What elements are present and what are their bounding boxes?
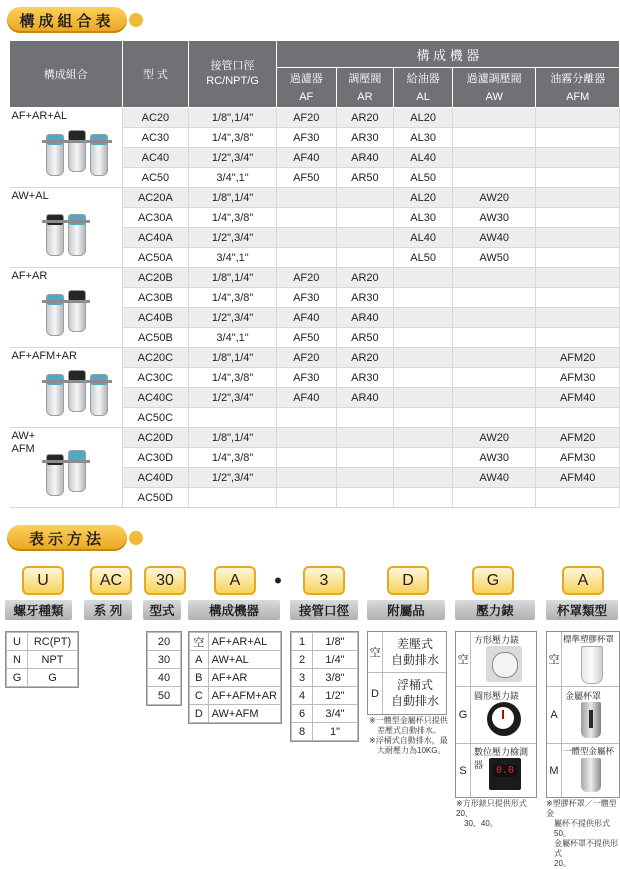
component-cell — [394, 468, 453, 488]
component-cell — [394, 268, 453, 288]
component-cell — [452, 268, 535, 288]
port-cell: 3/4",1" — [189, 168, 277, 188]
port-row — [292, 723, 358, 741]
component-cell — [276, 428, 336, 448]
model-value: 50 — [148, 687, 181, 705]
model-row — [148, 633, 181, 651]
port-table — [290, 631, 359, 742]
port-cell — [189, 408, 277, 428]
component-cell: AR20 — [336, 108, 394, 128]
component-cell — [536, 328, 620, 348]
component-cell: AR30 — [336, 368, 394, 388]
component-cell: AF40 — [276, 308, 336, 328]
component-cell — [394, 488, 453, 508]
component-cell: AF30 — [276, 368, 336, 388]
comp-value: AF+AFM+AR — [208, 687, 280, 705]
header-aw: 過濾調壓閥 AW — [452, 68, 535, 108]
acc-note: ※一體型金屬杯只提供 差壓式自動排水。 ※浮桶式自動排水，最 大耐壓力為10KG。 — [369, 716, 448, 755]
model-cell: AC20A — [122, 188, 189, 208]
component-cell — [394, 388, 453, 408]
gauge-key-2: G — [456, 687, 471, 744]
code-bowl: A — [562, 566, 604, 595]
thread-row — [7, 669, 78, 687]
model-cell: AC20C — [122, 348, 189, 368]
thread-key: N — [7, 651, 28, 669]
separator-dot: • — [274, 567, 282, 593]
combination-label: AW+ AFM — [11, 430, 36, 455]
square-gauge-icon — [486, 646, 522, 682]
model-cell: AC30 — [122, 128, 189, 148]
component-cell: AF50 — [276, 168, 336, 188]
comp-value: AW+AL — [208, 651, 280, 669]
table-row — [10, 188, 620, 208]
code-accessory: D — [387, 566, 429, 595]
component-cell: AF20 — [276, 268, 336, 288]
product-image — [40, 366, 110, 416]
port-row — [292, 687, 358, 705]
header-al: 給油器 AL — [394, 68, 453, 108]
component-cell — [394, 288, 453, 308]
header-bowl: 杯罩類型 — [546, 600, 618, 620]
component-cell — [276, 248, 336, 268]
comp-key: 空 — [190, 633, 209, 651]
combination-label: AF+AR+AL — [11, 110, 68, 122]
comp-value: AF+AR — [208, 669, 280, 687]
component-cell — [336, 408, 394, 428]
model-value: 20 — [148, 633, 181, 651]
component-cell — [536, 168, 620, 188]
header-afm: 油霧分離器 AFM — [536, 68, 620, 108]
model-row — [148, 669, 181, 687]
component-cell — [536, 248, 620, 268]
component-cell — [276, 468, 336, 488]
port-cell: 1/4",3/8" — [189, 448, 277, 468]
gauge-label-3: 數位壓力檢測器 — [474, 747, 529, 770]
port-cell: 1/4",3/8" — [189, 128, 277, 148]
bowl-key-2: A — [547, 687, 562, 744]
component-cell: AW30 — [452, 448, 535, 468]
port-value: 1" — [313, 723, 358, 741]
combination-cell — [10, 428, 123, 508]
model-cell: AC40D — [122, 468, 189, 488]
component-cell — [536, 108, 620, 128]
component-cell — [536, 288, 620, 308]
thread-value: NPT — [28, 651, 78, 669]
port-cell: 1/8",1/4" — [189, 108, 277, 128]
component-cell — [536, 408, 620, 428]
thread-value: RC(PT) — [28, 633, 78, 651]
combination-label: AW+AL — [11, 190, 49, 202]
component-cell — [452, 148, 535, 168]
component-cell — [452, 108, 535, 128]
component-cell: AR30 — [336, 288, 394, 308]
component-cell: AW40 — [452, 468, 535, 488]
comp-key: C — [190, 687, 209, 705]
thread-row — [7, 633, 78, 651]
combination-label: AF+AFM+AR — [11, 350, 77, 362]
header-port-size: 接管口徑 — [290, 600, 358, 620]
component-cell: AFM20 — [536, 348, 620, 368]
table-row — [10, 268, 620, 288]
comp-row — [190, 669, 281, 687]
thread-value: G — [28, 669, 78, 687]
component-cell: AFM20 — [536, 428, 620, 448]
port-key: 1 — [292, 633, 313, 651]
gauge-label-1: 方形壓力錶 — [474, 635, 520, 645]
port-cell: 1/8",1/4" — [189, 268, 277, 288]
component-cell — [536, 308, 620, 328]
header-thread: 螺牙種類 — [5, 600, 72, 620]
component-cell: AF40 — [276, 388, 336, 408]
comp-row — [190, 705, 281, 723]
component-cell: AFM40 — [536, 388, 620, 408]
component-cell — [336, 228, 394, 248]
component-cell — [452, 488, 535, 508]
component-cell: AR40 — [336, 388, 394, 408]
model-table — [146, 631, 182, 706]
port-cell: 1/2",3/4" — [189, 308, 277, 328]
product-image — [40, 446, 110, 496]
header-ar: 調壓閥 AR — [336, 68, 394, 108]
component-cell — [336, 468, 394, 488]
component-cell — [276, 448, 336, 468]
bowl-label-2: 金屬杯罩 — [565, 691, 602, 701]
port-cell: 1/2",3/4" — [189, 468, 277, 488]
component-cell: AL50 — [394, 248, 453, 268]
model-cell: AC30A — [122, 208, 189, 228]
header-combination: 構成組合 — [10, 41, 123, 108]
model-cell: AC20B — [122, 268, 189, 288]
code-series: AC — [90, 566, 132, 595]
model-cell: AC50A — [122, 248, 189, 268]
port-cell: 1/2",3/4" — [189, 228, 277, 248]
model-cell: AC40 — [122, 148, 189, 168]
component-cell: AF30 — [276, 288, 336, 308]
component-cell — [336, 428, 394, 448]
model-cell: AC50 — [122, 168, 189, 188]
model-cell: AC40B — [122, 308, 189, 328]
component-cell: AW20 — [452, 428, 535, 448]
component-cell: AW50 — [452, 248, 535, 268]
gauge-note: ※方形錶只提供形式20、 30、40。 — [456, 799, 527, 828]
thread-row — [7, 651, 78, 669]
port-value: 1/2" — [313, 687, 358, 705]
component-cell — [536, 228, 620, 248]
component-cell — [536, 488, 620, 508]
component-cell: AF50 — [276, 328, 336, 348]
port-key: 6 — [292, 705, 313, 723]
component-cell: AF20 — [276, 348, 336, 368]
section-title-combination: 構成組合表 — [7, 7, 127, 33]
acc-key-1: 空 — [368, 632, 383, 673]
section-title-notation: 表示方法 — [7, 525, 127, 551]
port-cell: 1/4",3/8" — [189, 208, 277, 228]
code-thread: U — [22, 566, 64, 595]
bowl-note: ※塑膠杯罩／一體型金 屬杯不提供形式50。 金屬杯罩不提供形式 20。 — [546, 799, 618, 868]
port-cell: 3/4",1" — [189, 248, 277, 268]
model-cell: AC40C — [122, 388, 189, 408]
model-cell: AC20D — [122, 428, 189, 448]
header-model-type: 型式 — [143, 600, 181, 620]
combination-cell — [10, 348, 123, 428]
model-cell: AC20 — [122, 108, 189, 128]
combination-table — [9, 40, 620, 508]
model-row — [148, 651, 181, 669]
port-cell: 1/8",1/4" — [189, 348, 277, 368]
component-cell: AL40 — [394, 228, 453, 248]
component-cell — [394, 368, 453, 388]
header-series: 系 列 — [84, 600, 132, 620]
component-cell: AR30 — [336, 128, 394, 148]
combination-cell — [10, 188, 123, 268]
component-cell — [452, 328, 535, 348]
component-cell: AF40 — [276, 148, 336, 168]
table-row — [10, 348, 620, 368]
component-cell: AFM30 — [536, 368, 620, 388]
model-row — [148, 687, 181, 705]
header-components: 構 成 機 器 — [276, 41, 619, 68]
header-comp: 構成機器 — [188, 600, 280, 620]
component-cell: AL20 — [394, 188, 453, 208]
acc-key-2: D — [368, 673, 383, 714]
thread-table — [5, 631, 79, 688]
component-cell — [394, 428, 453, 448]
comp-key: A — [190, 651, 209, 669]
code-gauge: G — [472, 566, 514, 595]
model-cell: AC30B — [122, 288, 189, 308]
port-value: 1/4" — [313, 651, 358, 669]
comp-key: D — [190, 705, 209, 723]
acc-desc-2: 浮桶式 自動排水 — [390, 678, 439, 708]
component-cell: AF20 — [276, 108, 336, 128]
port-key: 4 — [292, 687, 313, 705]
port-row — [292, 633, 358, 651]
port-cell: 1/4",3/8" — [189, 288, 277, 308]
component-cell — [276, 488, 336, 508]
component-cell — [336, 488, 394, 508]
port-cell — [189, 488, 277, 508]
code-model: 30 — [144, 566, 186, 595]
comp-row — [190, 651, 281, 669]
gauge-key-3: S — [456, 744, 471, 797]
component-cell — [394, 408, 453, 428]
port-value: 3/8" — [313, 669, 358, 687]
accessory-table — [367, 631, 447, 715]
port-row — [292, 669, 358, 687]
digital-gauge-icon — [489, 758, 521, 790]
plastic-bowl-icon — [581, 646, 603, 684]
port-cell: 3/4",1" — [189, 328, 277, 348]
component-cell — [394, 348, 453, 368]
port-row — [292, 651, 358, 669]
comp-value: AW+AFM — [208, 705, 280, 723]
port-cell: 1/8",1/4" — [189, 188, 277, 208]
comp-key: B — [190, 669, 209, 687]
thread-key: G — [7, 669, 28, 687]
component-cell — [394, 448, 453, 468]
port-key: 2 — [292, 651, 313, 669]
model-cell: AC50B — [122, 328, 189, 348]
product-image — [40, 206, 110, 256]
bowl-key-3: M — [547, 744, 562, 797]
port-cell: 1/8",1/4" — [189, 428, 277, 448]
component-cell — [452, 408, 535, 428]
port-row — [292, 705, 358, 723]
component-cell: AW30 — [452, 208, 535, 228]
bowl-table — [546, 631, 620, 798]
component-cell: AR40 — [336, 148, 394, 168]
model-cell: AC50D — [122, 488, 189, 508]
component-cell — [536, 128, 620, 148]
components-table — [188, 631, 282, 724]
code-port: 3 — [303, 566, 345, 595]
gauge-key-1: 空 — [456, 632, 471, 687]
round-gauge-icon — [487, 702, 521, 736]
port-value: 1/8" — [313, 633, 358, 651]
comp-value: AF+AR+AL — [208, 633, 280, 651]
component-cell: AL50 — [394, 168, 453, 188]
component-cell — [452, 368, 535, 388]
model-value: 40 — [148, 669, 181, 687]
integral-metal-bowl-icon — [581, 758, 601, 792]
component-cell: AR50 — [336, 328, 394, 348]
component-cell — [536, 148, 620, 168]
table-row — [10, 108, 620, 128]
component-cell: AL30 — [394, 128, 453, 148]
model-cell: AC30C — [122, 368, 189, 388]
component-cell — [394, 308, 453, 328]
port-cell: 1/2",3/4" — [189, 148, 277, 168]
component-cell — [336, 448, 394, 468]
component-cell — [276, 228, 336, 248]
lcd-display: 0.0 — [493, 765, 517, 777]
product-image — [40, 126, 110, 176]
component-cell: AL30 — [394, 208, 453, 228]
component-cell: AR50 — [336, 168, 394, 188]
bowl-label-1: 標準塑膠杯罩 — [563, 634, 615, 644]
port-cell: 1/2",3/4" — [189, 388, 277, 408]
port-key: 3 — [292, 669, 313, 687]
acc-desc-1: 差壓式 自動排水 — [390, 637, 439, 667]
component-cell — [536, 208, 620, 228]
component-cell: AR20 — [336, 268, 394, 288]
component-cell — [536, 268, 620, 288]
bowl-key-1: 空 — [547, 632, 562, 687]
port-key: 8 — [292, 723, 313, 741]
gauge-table — [455, 631, 537, 798]
component-cell: AFM40 — [536, 468, 620, 488]
component-cell — [336, 188, 394, 208]
gauge-label-2: 圓形壓力錶 — [474, 691, 520, 701]
component-cell — [276, 208, 336, 228]
component-cell — [394, 328, 453, 348]
header-accessory: 附屬品 — [367, 600, 445, 620]
code-components: A — [214, 566, 256, 595]
component-cell — [452, 388, 535, 408]
header-gauge: 壓力錶 — [455, 600, 535, 620]
component-cell — [452, 288, 535, 308]
component-cell: AR40 — [336, 308, 394, 328]
header-af: 過濾器 AF — [276, 68, 336, 108]
combination-cell — [10, 108, 123, 188]
component-cell — [276, 188, 336, 208]
metal-bowl-icon — [581, 702, 601, 738]
component-cell: AFM30 — [536, 448, 620, 468]
component-cell: AL20 — [394, 108, 453, 128]
combination-label: AF+AR — [11, 270, 48, 282]
component-cell: AR20 — [336, 348, 394, 368]
thread-key: U — [7, 633, 28, 651]
header-model: 型 式 — [122, 41, 189, 108]
component-cell — [452, 308, 535, 328]
model-cell: AC50C — [122, 408, 189, 428]
component-cell — [536, 188, 620, 208]
comp-row — [190, 633, 281, 651]
combination-cell — [10, 268, 123, 348]
port-cell: 1/4",3/8" — [189, 368, 277, 388]
model-cell: AC40A — [122, 228, 189, 248]
product-image — [40, 286, 110, 336]
component-cell: AF30 — [276, 128, 336, 148]
component-cell: AL40 — [394, 148, 453, 168]
component-cell — [452, 168, 535, 188]
component-cell: AW20 — [452, 188, 535, 208]
component-cell — [336, 208, 394, 228]
model-value: 30 — [148, 651, 181, 669]
component-cell — [452, 348, 535, 368]
component-cell: AW40 — [452, 228, 535, 248]
component-cell — [452, 128, 535, 148]
header-port: 接管口徑 RC/NPT/G — [189, 41, 277, 108]
component-cell — [276, 408, 336, 428]
comp-row — [190, 687, 281, 705]
bowl-label-3: 一體型金屬杯 — [563, 746, 615, 756]
table-row — [10, 428, 620, 448]
model-cell: AC30D — [122, 448, 189, 468]
port-value: 3/4" — [313, 705, 358, 723]
component-cell — [336, 248, 394, 268]
